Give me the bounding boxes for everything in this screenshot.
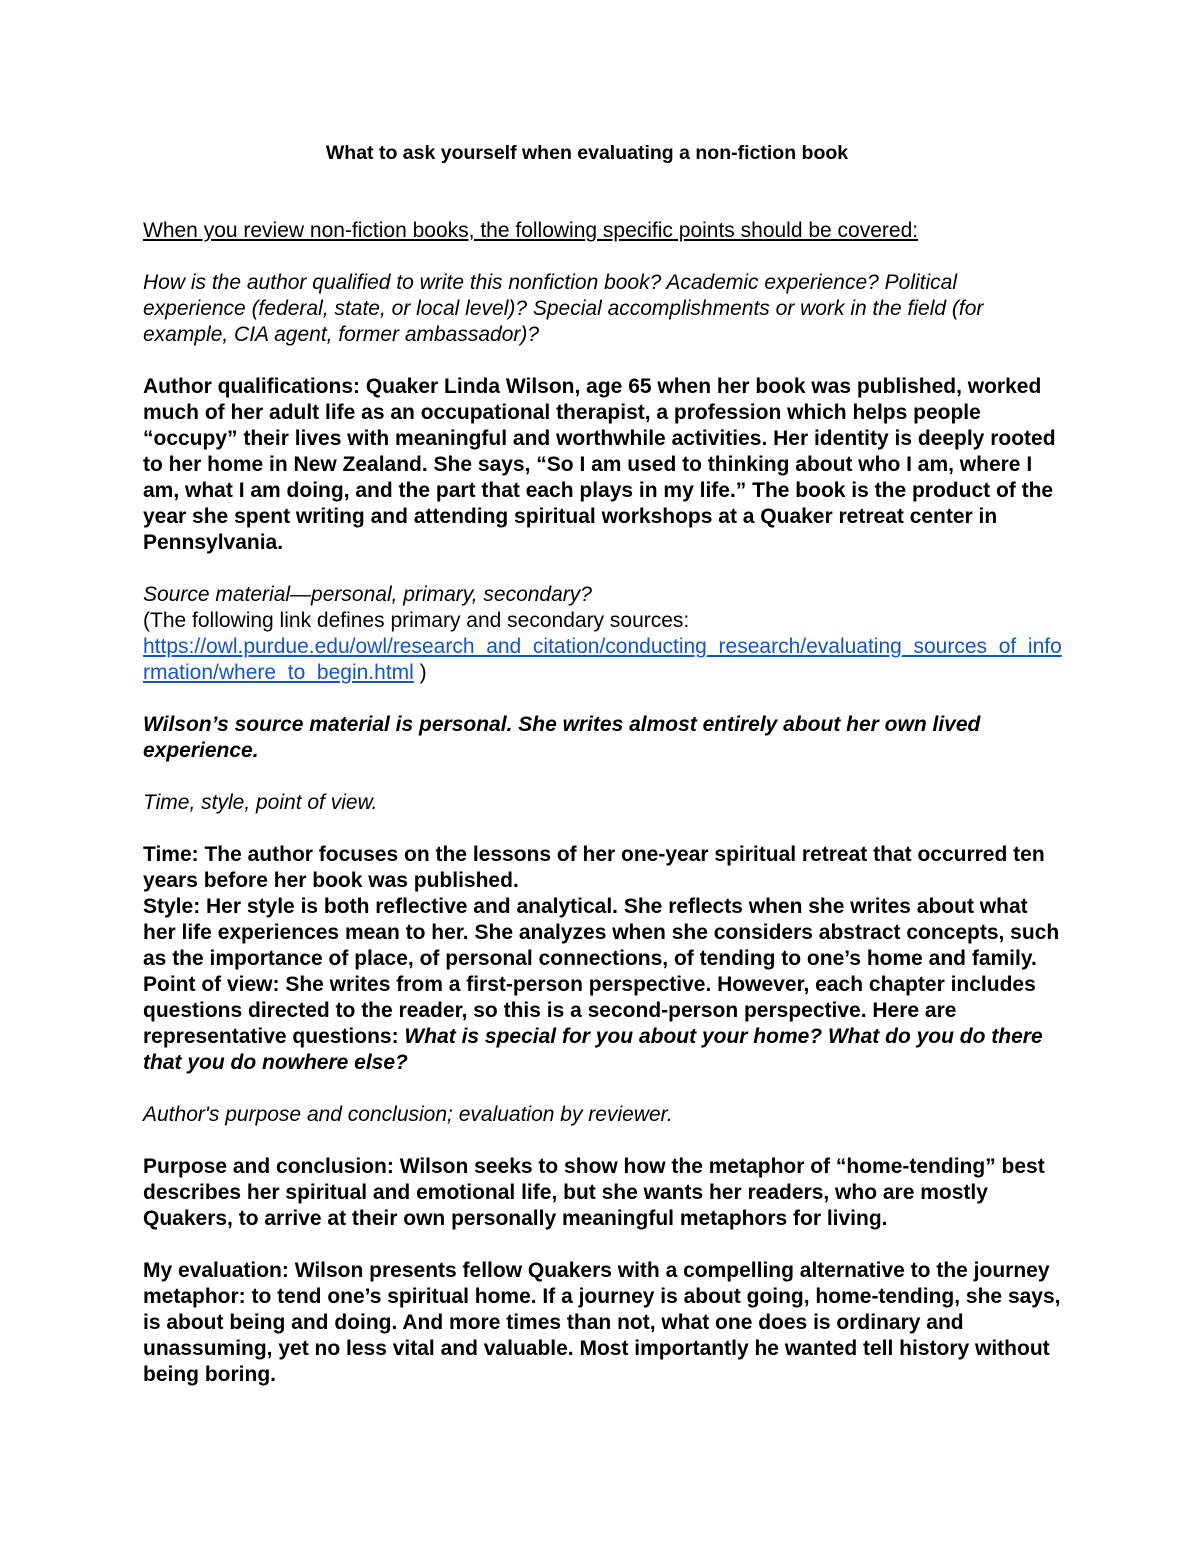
answer-qualifications: Author qualifications: Quaker Linda Wilson, age 65 when her book was published, worked much of her adult life as an occupational therapist, a profession which helps people “occupy” their lives with meaningful and worthwhile activities. Her identity is deeply rooted to her home in New Zealand. She says, “So I am used to thinking about who I am, where I am, what I am doing, and the part that each plays in my life.” The book is the product of the year she spent writing and attending spiritual workshops at a Quaker retreat center in Pennsylvania. [143,375,1056,554]
answer-style: Style: Her style is both reflective and analytical. She reflects when she writes about what her life experiences mean to her. She analyzes when she considers abstract concepts, such as the importance of place, of personal connections, of tending to one’s home and family. [143,895,1060,970]
purdue-owl-link[interactable]: https://owl.purdue.edu/owl/research_and_citation/conducting_research/evaluating_sources_of_information/where_to_begin.html [143,635,1062,684]
source-note [143,608,1063,686]
question-qualifications: How is the author qualified to write this nonfiction book? Academic experience? Political experience (federal, state, or local level)? Special accomplishments or work in the field (for example, CIA agent, former ambassador)? [143,271,984,346]
question-source-block [143,582,1063,686]
answer-pov-text: Point of view: She writes from a first-person perspective. However, each chapter includes questions directed to the reader, so this is a second-person perspective. Here are representative questions: [143,973,1036,1048]
question-source-material: Source material—personal, primary, secondary? [143,583,592,606]
answer-time: Time: The author focuses on the lessons of her one-year spiritual retreat that occurred ten years before her book was published. [143,843,1045,892]
source-note-end: ) [413,661,427,684]
answer-point-of-view [143,972,1063,1076]
answer-pov-questions: What is special for you about your home? What do you do there that you do nowhere else? [143,1025,1043,1074]
question-purpose: Author's purpose and conclusion; evaluation by reviewer. [143,1103,673,1126]
document-title: What to ask yourself when evaluating a non-fiction book [325,142,849,164]
document-page [143,140,1063,1414]
answer-evaluation: My evaluation: Wilson presents fellow Quakers with a compelling alternative to the journey metaphor: to tend one’s spiritual home. If a journey is about going, home-tending, she says, is about being and doing. And more times than not, what one does is ordinary and unassuming, yet no less vital and valuable. Most importantly he wanted tell history without being boring. [143,1259,1061,1386]
answer-time-style-pov [143,842,1063,1076]
question-time-style-pov: Time, style, point of view. [143,791,378,814]
answer-source-material: Wilson’s source material is personal. She writes almost entirely about her own lived experience. [143,713,981,762]
source-note-start: (The following link defines primary and secondary sources: [143,609,690,632]
intro-line: When you review non-fiction books, the following specific points should be covered: [143,219,919,242]
answer-purpose: Purpose and conclusion: Wilson seeks to show how the metaphor of “home-tending” best describes her spiritual and emotional life, but she wants her readers, who are mostly Quakers, to arrive at their own personally meaningful metaphors for living. [143,1155,1045,1230]
